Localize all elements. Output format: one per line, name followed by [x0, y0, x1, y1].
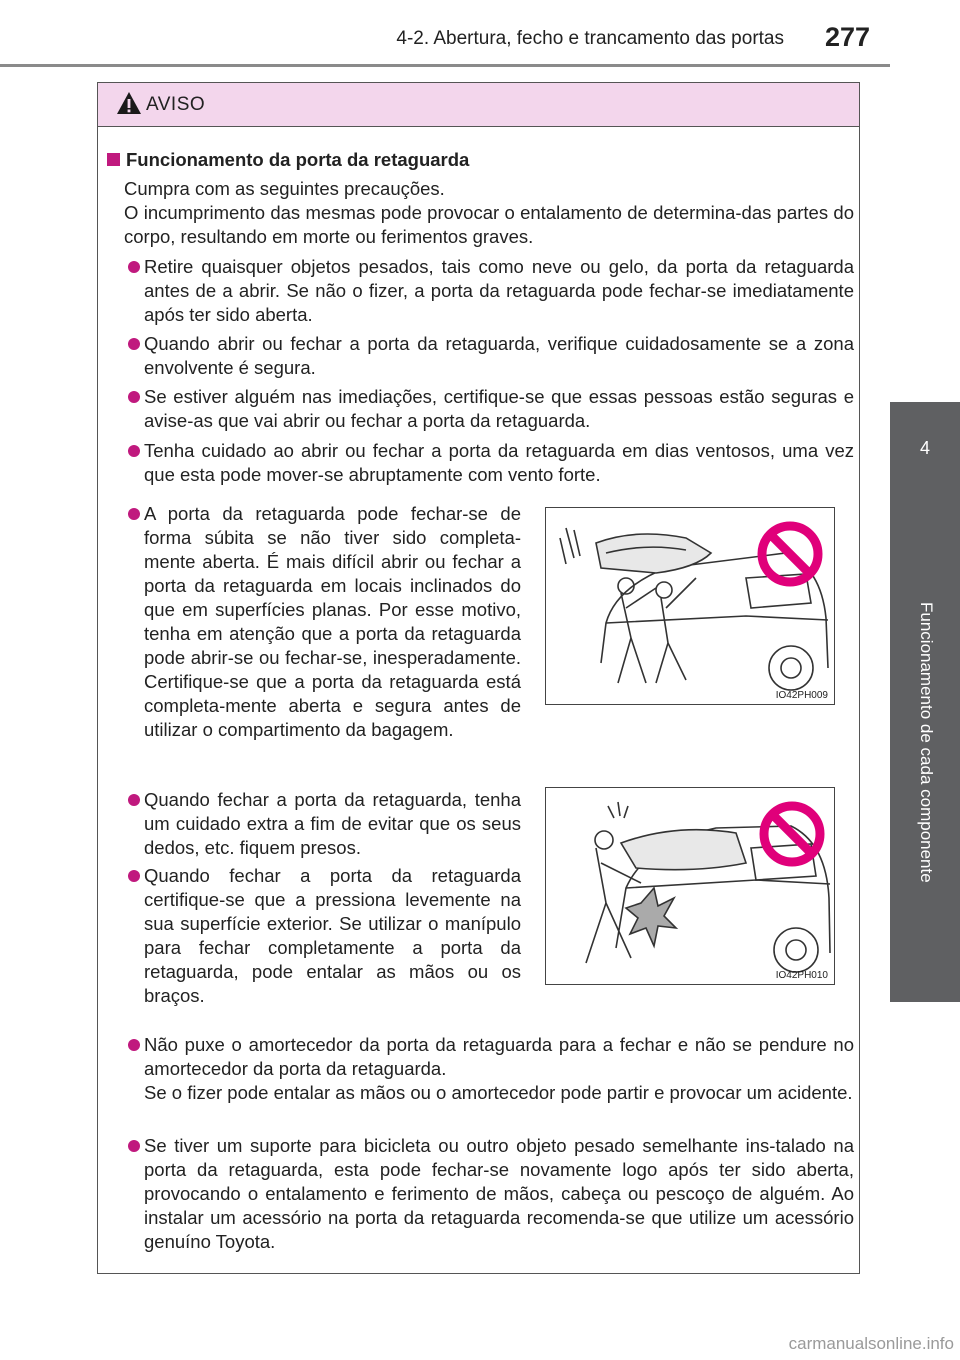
bullet-dot-icon	[128, 338, 140, 350]
illustration-tailgate-closing	[545, 507, 835, 705]
bullet-dot-icon	[128, 870, 140, 882]
bullet-dot-icon	[128, 1039, 140, 1051]
bullet-text: Quando fechar a porta da retaguarda, tenha um cuidado extra a fim de evitar que os seus dedos, etc. fiquem presos.	[144, 789, 521, 858]
section-heading	[107, 149, 469, 171]
bullet-text: Retire quaisquer objetos pesados, tais como neve ou gelo, da porta da retaguarda antes de a abrir. Se não o fizer, a porta da retaguarda pode fechar-se imediatamente após ter sido aberta.	[144, 256, 854, 325]
warning-label: AVISO	[146, 94, 206, 115]
bullet-dot-icon	[128, 391, 140, 403]
prohibition-icon	[758, 800, 826, 868]
bullet-text: Não puxe o amortecedor da porta da retaguarda para a fechar e não se pendure no amortecedor da porta da retaguarda.	[144, 1034, 854, 1079]
chapter-title: Funcionamento de cada componente	[917, 602, 936, 883]
bullet-text: Quando fechar a porta da retaguarda certifique-se que a pressiona levemente na sua superfície exterior. Se utilizar o manípulo para fechar completamente a porta da retaguarda, pode entalar as mãos ou os braços.	[144, 865, 521, 1006]
bullet-dot-icon	[128, 508, 140, 520]
warning-triangle-icon	[116, 91, 142, 115]
bullet-text: Se estiver alguém nas imediações, certifique-se que essas pessoas estão seguras e avise-as que vai abrir ou fechar a porta da retaguarda.	[144, 386, 854, 431]
section-heading-text: Funcionamento da porta da retaguarda	[126, 149, 470, 170]
header-rule	[0, 64, 890, 67]
watermark: carmanualsonline.info	[788, 1334, 954, 1353]
bullet-dot-icon	[128, 794, 140, 806]
square-bullet-icon	[107, 153, 120, 166]
header-section-title: 4-2. Abertura, fecho e trancamento das portas	[396, 28, 784, 49]
chapter-number: 4	[919, 438, 930, 458]
bullet-text: Quando abrir ou fechar a porta da retaguarda, verifique cuidadosamente se a zona envolvente é segura.	[144, 333, 854, 378]
bullet-text: A porta da retaguarda pode fechar-se de forma súbita se não tiver sido completa-mente aberta. É mais difícil abrir ou fechar a porta da retaguarda em locais inclinados do que em superfícies planas. Por esse motivo, tenha em atenção que a porta da retaguarda pode abrir-se ou fechar-se, inesperadamente. Certifique-se que a porta da retaguarda está completa-mente aberta e segura antes de utilizar o compartimento da bagagem.	[144, 503, 521, 740]
warning-box	[97, 82, 860, 1274]
intro-line-1: Cumpra com as seguintes precauções.	[124, 178, 445, 199]
figure-code: IO42PH010	[775, 970, 828, 981]
bullet-text: Se tiver um suporte para bicicleta ou outro objeto pesado semelhante ins-talado na porta da retaguarda, esta pode fechar-se novamente logo após ter sido aberta, provocando o entalamento e ferimento de mãos, cabeça ou pescoço de alguém. Ao instalar um acessório na porta da retaguarda recomenda-se que utilize um acessório genuíno Toyota.	[144, 1135, 854, 1252]
bullet-dot-icon	[128, 445, 140, 457]
figure-code: IO42PH009	[775, 690, 828, 701]
page-number: 277	[824, 22, 870, 52]
prohibition-icon	[756, 520, 824, 588]
warning-header	[98, 83, 859, 127]
page-header	[0, 0, 880, 70]
chapter-side-tab	[890, 402, 960, 1002]
bullet-dot-icon	[128, 1140, 140, 1152]
intro-line-2: O incumprimento das mesmas pode provocar o entalamento de determina-das partes do corpo, resultando em morte ou ferimentos graves.	[124, 202, 854, 247]
illustration-hand-pinch	[545, 787, 835, 985]
bullet-dot-icon	[128, 261, 140, 273]
bullet-text-continued: Se o fizer pode entalar as mãos ou o amortecedor pode partir e provocar um acidente.	[144, 1082, 853, 1103]
bullet-text: Tenha cuidado ao abrir ou fechar a porta da retaguarda em dias ventosos, uma vez que esta pode mover-se abruptamente com vento forte.	[144, 440, 854, 485]
